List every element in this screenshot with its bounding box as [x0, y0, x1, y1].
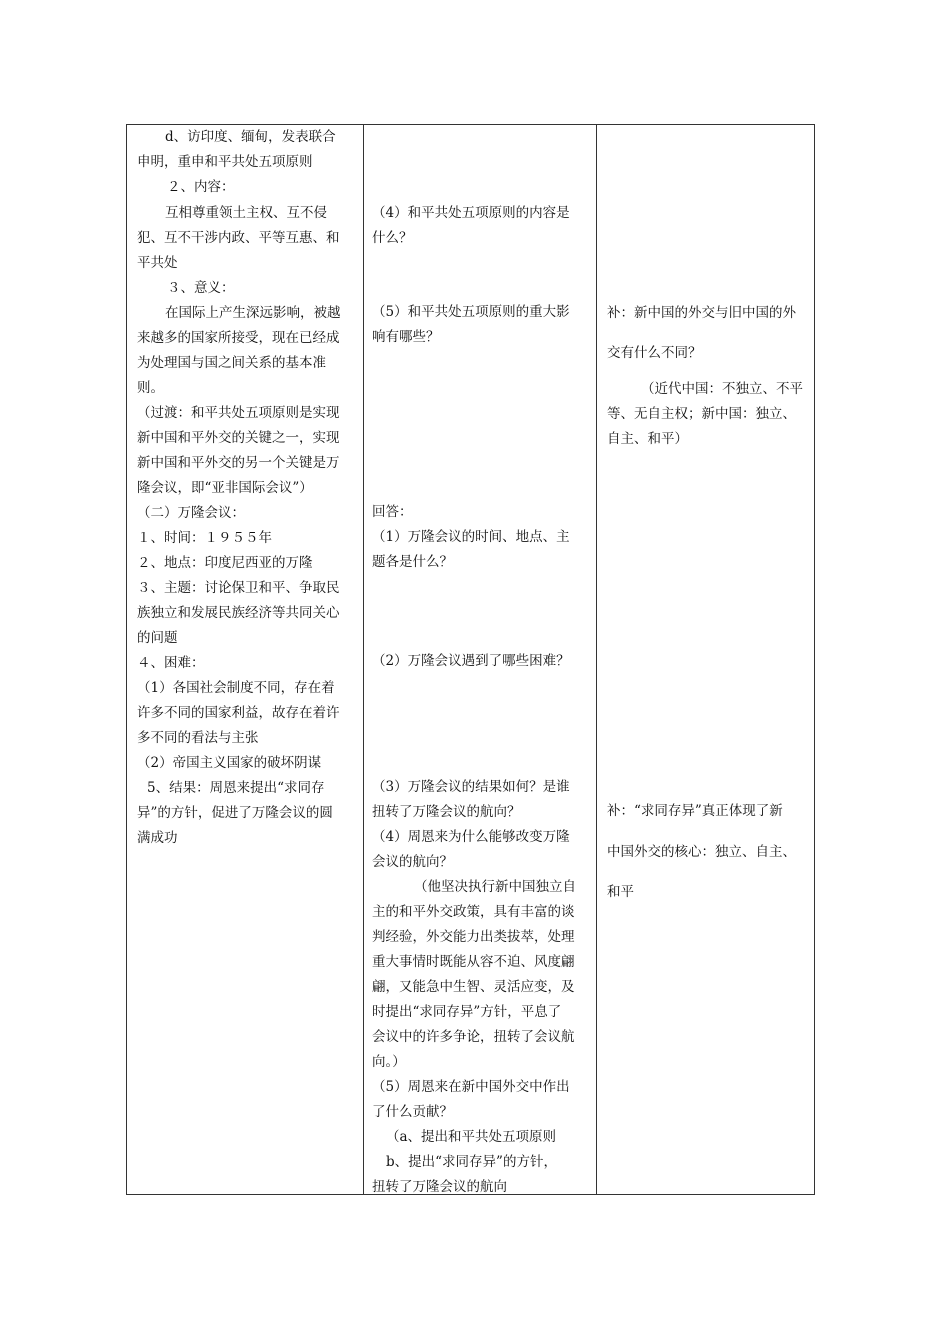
- text-line: （近代中国：不独立、不平: [641, 381, 803, 397]
- text-line: 来越多的国家所接受，现在已经成: [137, 330, 340, 346]
- text-line: 异”的方针，促进了万隆会议的圆: [137, 805, 333, 821]
- text-line: 了什么贡献？: [372, 1104, 453, 1120]
- text-line: 等、无自主权；新中国：独立、: [607, 406, 796, 422]
- text-line: 重大事情时既能从容不迫、风度翩: [372, 954, 575, 970]
- text-line: 族独立和发展民族经济等共同关心: [137, 605, 340, 621]
- text-line: （5）和平共处五项原则的重大影: [372, 304, 570, 320]
- text-line: （1）各国社会制度不同，存在着: [137, 680, 335, 696]
- column-divider: [596, 125, 597, 1194]
- text-line: ３、主题：讨论保卫和平、争取民: [137, 580, 340, 596]
- text-line: 和平: [607, 884, 634, 900]
- text-line: 向。）: [372, 1054, 406, 1070]
- text-line: 会议的航向？: [372, 854, 453, 870]
- column-divider: [363, 125, 364, 1194]
- text-line: 判经验，外交能力出类拔萃，处理: [372, 929, 575, 945]
- text-line: 满成功: [137, 830, 178, 846]
- question-column: [372, 125, 594, 1194]
- text-line: （4）和平共处五项原则的内容是: [372, 205, 570, 221]
- text-line: ２、地点：印度尼西亚的万隆: [137, 555, 313, 571]
- text-line: 自主、和平）: [607, 431, 688, 447]
- text-line: １、时间：１９５５年: [137, 530, 272, 546]
- text-line: 什么？: [372, 230, 413, 246]
- text-line: 则。: [137, 380, 164, 396]
- text-line: 5、结果：周恩来提出“求同存: [147, 780, 325, 796]
- text-line: 许多不同的国家利益，故存在着许: [137, 705, 340, 721]
- text-line: ３、意义：: [167, 280, 235, 296]
- text-line: 回答：: [372, 504, 413, 520]
- text-line: （2）万隆会议遇到了哪些困难？: [372, 653, 570, 669]
- text-line: ４、困难：: [137, 655, 205, 671]
- text-line: （1）万隆会议的时间、地点、主: [372, 529, 570, 545]
- text-line: 扭转了万隆会议的航向？: [372, 804, 521, 820]
- text-line: 申明，重申和平共处五项原则: [137, 154, 313, 170]
- text-line: （他坚决执行新中国独立自: [414, 879, 576, 895]
- text-line: 新中国和平外交的关键之一，实现: [137, 430, 340, 446]
- text-line: 补：新中国的外交与旧中国的外: [607, 305, 796, 321]
- text-line: 时提出“求同存异”方针，平息了: [372, 1004, 562, 1020]
- text-line: （4）周恩来为什么能够改变万隆: [372, 829, 570, 845]
- text-line: 为处理国与国之间关系的基本准: [137, 355, 326, 371]
- text-line: 主的和平外交政策，具有丰富的谈: [372, 904, 575, 920]
- text-line: 交有什么不同？: [607, 345, 702, 361]
- content-column: [137, 125, 359, 1194]
- text-line: 互相尊重领土主权、互不侵: [165, 205, 327, 221]
- text-line: （二）万隆会议：: [137, 505, 245, 521]
- text-line: 扭转了万隆会议的航向: [372, 1179, 507, 1195]
- text-line: 犯、互不干涉内政、平等互惠、和: [137, 230, 340, 246]
- text-line: （a、提出和平共处五项原则: [386, 1129, 557, 1145]
- text-line: 补：“求同存异”真正体现了新: [607, 803, 783, 819]
- supplement-column: [607, 125, 812, 1194]
- text-line: 新中国和平外交的另一个关键是万: [137, 455, 340, 471]
- text-line: 多不同的看法与主张: [137, 730, 259, 746]
- text-line: 在国际上产生深远影响，被越: [165, 305, 341, 321]
- text-line: b、提出“求同存异”的方针，: [386, 1154, 557, 1170]
- text-line: 隆会议，即“亚非国际会议”）: [137, 480, 313, 496]
- text-line: 翩，又能急中生智、灵活应变，及: [372, 979, 575, 995]
- text-line: ２、内容：: [167, 179, 235, 195]
- text-line: （2）帝国主义国家的破坏阴谋: [137, 755, 322, 771]
- text-line: 响有哪些？: [372, 329, 440, 345]
- text-line: 中国外交的核心：独立、自主、: [607, 844, 796, 860]
- text-line: 的问题: [137, 630, 178, 646]
- text-line: d、访印度、缅甸，发表联合: [165, 129, 336, 145]
- text-line: 题各是什么？: [372, 554, 453, 570]
- text-line: （3）万隆会议的结果如何？是谁: [372, 779, 570, 795]
- text-line: （5）周恩来在新中国外交中作出: [372, 1079, 570, 1095]
- text-line: 平共处: [137, 255, 178, 271]
- text-line: （过渡：和平共处五项原则是实现: [137, 405, 340, 421]
- lesson-table: [126, 124, 815, 1195]
- text-line: 会议中的许多争论，扭转了会议航: [372, 1029, 575, 1045]
